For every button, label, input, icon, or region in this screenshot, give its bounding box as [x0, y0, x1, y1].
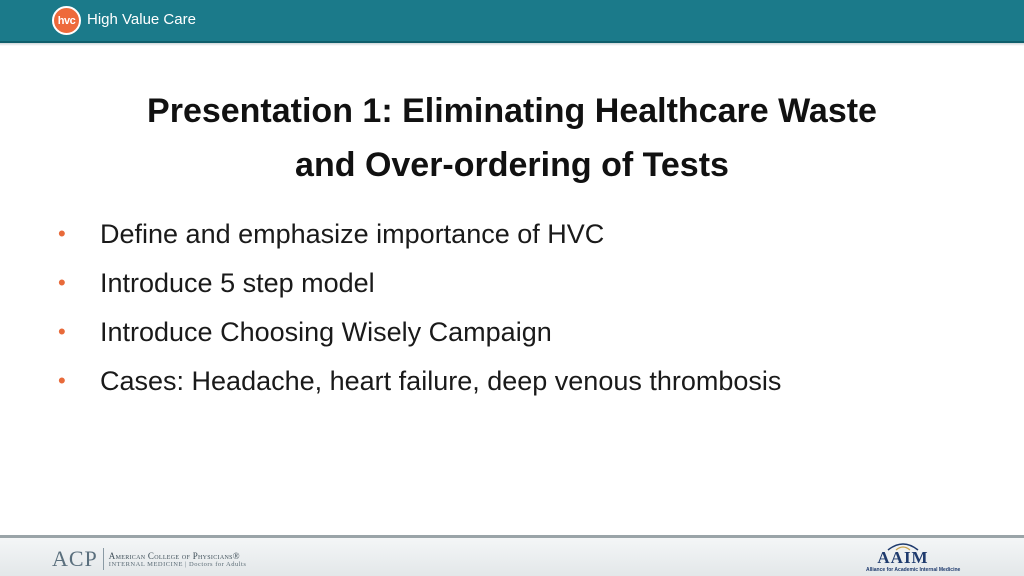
bullet-item — [58, 212, 958, 261]
bullet-list — [58, 212, 958, 408]
bullet-icon: • — [58, 221, 66, 246]
bullet-icon: • — [58, 270, 66, 295]
acp-logo — [52, 546, 246, 572]
bullet-item — [58, 310, 958, 359]
acp-separator — [103, 548, 104, 570]
acp-mark: ACP — [52, 546, 98, 571]
hvc-logo-text: hvc — [57, 14, 76, 27]
bullet-text: Cases: Headache, heart failure, deep venous thrombosis — [100, 366, 782, 396]
bullet-text: Introduce Choosing Wisely Campaign — [100, 317, 552, 347]
acp-tagline: INTERNAL MEDICINE | Doctors for Adults — [108, 560, 247, 568]
footer-bar — [0, 538, 1024, 576]
aaim-mark: AAIM — [877, 548, 929, 567]
bullet-item — [58, 261, 958, 310]
bullet-text: Introduce 5 step model — [100, 268, 375, 298]
bullet-icon: • — [58, 368, 66, 393]
brand-name: High Value Care — [87, 11, 196, 28]
aaim-logo — [866, 541, 976, 574]
bullet-item — [58, 359, 958, 408]
slide-title — [60, 84, 964, 192]
acp-text — [109, 551, 247, 568]
bullet-icon: • — [58, 319, 66, 344]
hvc-logo-icon — [52, 6, 81, 35]
title-line-1: Presentation 1: Eliminating Healthcare Waste — [147, 92, 877, 130]
bullet-text: Define and emphasize importance of HVC — [100, 219, 605, 249]
acp-name: American College of Physicians® — [108, 550, 240, 561]
header-shadow — [0, 43, 1024, 46]
title-line-2: and Over-ordering of Tests — [295, 146, 729, 184]
aaim-tagline: Alliance for Academic Internal Medicine — [866, 567, 961, 573]
header-bar — [0, 0, 1024, 43]
